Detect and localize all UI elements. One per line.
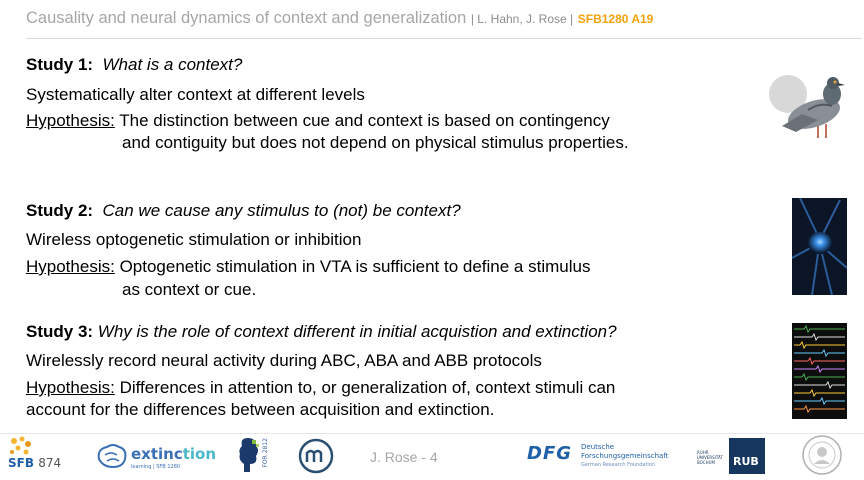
dfg-line2: Forschungsgemeinschaft bbox=[581, 452, 669, 460]
study1-hypothesis-line2: and contiguity but does not depend on physical stimulus properties. bbox=[122, 133, 629, 152]
for2812-logo bbox=[236, 436, 276, 476]
dfg-line3: German Research Foundation bbox=[581, 462, 656, 468]
header-divider bbox=[26, 38, 862, 39]
rub-abbr: RUB bbox=[733, 455, 759, 468]
sfb874-dots-icon bbox=[8, 435, 36, 457]
m-logo-icon bbox=[298, 438, 334, 474]
study1-hypothesis bbox=[26, 111, 610, 131]
dfg-line1: Deutsche bbox=[581, 443, 615, 451]
study2-hypothesis-line2: as context or cue. bbox=[122, 280, 257, 299]
neuron-image bbox=[792, 198, 847, 295]
study3-hypothesis-line1: Differences in attention to, or generalization of, context stimuli can bbox=[119, 378, 616, 397]
study2-method: Wireless optogenetic stimulation or inhibition bbox=[26, 230, 362, 249]
sfb874-number: 874 bbox=[38, 456, 62, 470]
rub-box bbox=[729, 438, 765, 474]
rub-line1: RUHR bbox=[697, 450, 709, 455]
extinction-logo bbox=[95, 443, 220, 473]
study1-title bbox=[26, 55, 242, 75]
study3-label: Study 3: bbox=[26, 322, 94, 341]
sfb874-name: SFB bbox=[8, 456, 34, 470]
study3-hypothesis bbox=[26, 378, 615, 398]
study2-hypothesis-line1: Optogenetic stimulation in VTA is sufficient to define a stimulus bbox=[119, 257, 591, 276]
page-label: J. Rose - 4 bbox=[370, 449, 438, 465]
rub-logo bbox=[697, 438, 769, 474]
study2-question: Can we cause any stimulus to (not) be context? bbox=[102, 201, 461, 220]
header-authors: | L. Hahn, J. Rose | bbox=[470, 12, 574, 26]
study3-hypothesis-label: Hypothesis: bbox=[26, 378, 115, 397]
footer-divider bbox=[0, 433, 864, 434]
study3-question: Why is the role of context different in initial acquistion and extinction? bbox=[97, 322, 617, 341]
pigeon-image bbox=[762, 68, 852, 146]
header-title: Causality and neural dynamics of context and generalization bbox=[26, 9, 467, 27]
extinction-name-part2: tion bbox=[182, 445, 217, 463]
slide-header bbox=[26, 9, 653, 28]
sfb874-logo bbox=[6, 433, 86, 479]
extinction-name-part1: extinc bbox=[131, 445, 183, 463]
neural-recording-image bbox=[792, 323, 847, 419]
brain-icon bbox=[236, 436, 262, 476]
study1-hypothesis-line1: The distinction between cue and context is based on contingency bbox=[119, 111, 610, 130]
study1-hypothesis-label: Hypothesis: bbox=[26, 111, 115, 130]
study1-label: Study 1: bbox=[26, 55, 94, 74]
study3-title bbox=[26, 322, 617, 342]
study1-question: What is a context? bbox=[102, 55, 243, 74]
dfg-abbr: DFG bbox=[527, 443, 573, 464]
rub-line3: BOCHUM bbox=[697, 460, 716, 465]
study1-method: Systematically alter context at different levels bbox=[26, 85, 365, 104]
study2-label: Study 2: bbox=[26, 201, 94, 220]
study3-hypothesis-line2: account for the differences between acquisition and extinction. bbox=[26, 400, 495, 419]
extinction-subtitle: learning | SFB 1280 bbox=[131, 464, 181, 470]
for2812-label: FOR 2812 bbox=[262, 438, 269, 468]
header-project-code: SFB1280 A19 bbox=[577, 12, 654, 26]
study2-title bbox=[26, 201, 461, 221]
study3-method: Wirelessly record neural activity during ABC, ABA and ABB protocols bbox=[26, 351, 542, 370]
rub-line2: UNIVERSITÄT bbox=[697, 455, 723, 460]
dfg-logo bbox=[527, 443, 667, 473]
brain-outline-icon bbox=[95, 443, 129, 471]
study2-hypothesis bbox=[26, 257, 590, 277]
study2-hypothesis-label: Hypothesis: bbox=[26, 257, 115, 276]
seal-icon bbox=[801, 434, 843, 476]
